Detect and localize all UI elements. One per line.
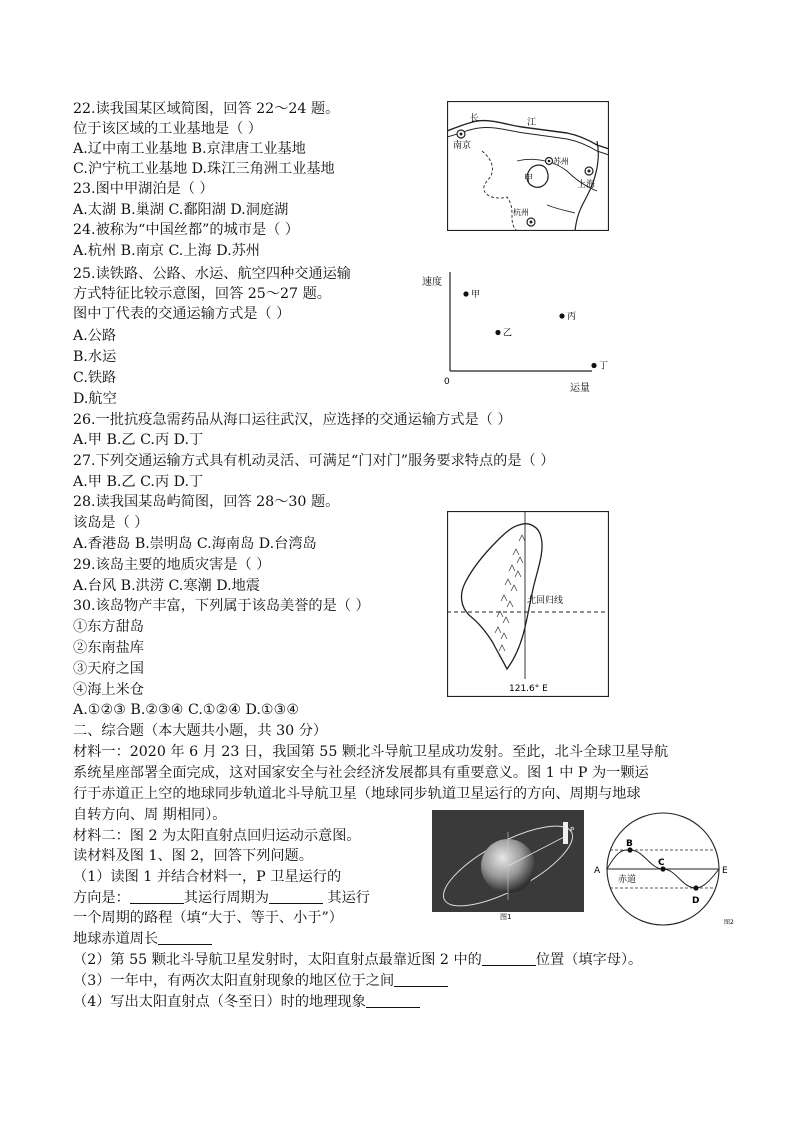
q23-stem: 23.图中甲湖泊是（ ）: [73, 181, 214, 197]
q3-text: （3）一年中，有两次太阳直射现象的地区位于之间: [73, 973, 395, 989]
label-c: C: [658, 858, 665, 868]
q24-options: A.杭州 B.南京 C.上海 D.苏州: [73, 243, 260, 259]
q2-line: [73, 950, 642, 970]
label-suzhou: 苏州: [553, 157, 569, 166]
q22-stem: 22.读我国某区域简图，回答 22～24 题。: [73, 101, 340, 117]
label-nanjing: 南京: [453, 141, 472, 151]
label-b: B: [626, 839, 633, 849]
chart-point-label-0: 甲: [471, 290, 481, 300]
material-1-line-3: 行于赤道正上空的地球同步轨道北斗导航卫星（地球同步轨道卫星运行的方向、周期与地球: [73, 786, 641, 802]
q23-options: A.太湖 B.巢湖 C.鄱阳湖 D.洞庭湖: [73, 202, 289, 218]
x-axis-label: 运量: [570, 383, 590, 394]
q25-option-d: D.航空: [73, 391, 117, 407]
chart-point-1: [495, 330, 500, 335]
satellite-p: [563, 822, 568, 844]
q25-option-b: B.水运: [73, 349, 117, 365]
q2-text-end: 位置（填字母）。: [535, 952, 643, 968]
q26-options: A.甲 B.乙 C.丙 D.丁: [73, 432, 204, 448]
q28-question: 该岛是（ ）: [73, 515, 149, 531]
q29-stem: 29.该岛主要的地质灾害是（ ）: [73, 557, 271, 573]
q1-compare-text: 地球赤道周长: [73, 931, 159, 947]
y-axis-label: 速度: [422, 277, 442, 288]
label-shanghai: 上海: [577, 180, 596, 190]
q3-line: [73, 971, 448, 991]
q2-blank[interactable]: [482, 951, 536, 966]
material-2: 材料二：图 2 为太阳直射点回归运动示意图。: [73, 828, 361, 844]
material-1-line-2: 系统星座部署全面完成，这对国家安全与社会经济发展都具有重要意义。图 1 中 P 为一颗运: [73, 765, 649, 781]
satellite-label: P: [570, 826, 575, 834]
region-map: [447, 101, 609, 231]
q25-stem-2: 方式特征比较示意图，回答 25～27 题。: [73, 286, 331, 302]
figure-1: [432, 810, 584, 920]
figure-1-label: 图1: [500, 913, 512, 920]
q1-period-text: 其运行周期为: [183, 890, 269, 906]
figure-2-label: 图2: [724, 919, 734, 926]
equator-label: 赤道: [618, 875, 637, 885]
q27-stem: 27.下列交通运输方式具有机动灵活、可满足“门对门”服务要求特点的是（ ）: [73, 453, 555, 469]
chart-point-0: [463, 291, 468, 296]
chart-point-label-1: 乙: [503, 328, 513, 339]
label-e: E: [722, 866, 728, 876]
q30-item-4: ④海上米仓: [73, 682, 144, 698]
q3-blank[interactable]: [394, 972, 448, 987]
material-1-line-4: 自转方向、周 期相同）。: [73, 807, 227, 823]
transport-chart: [420, 268, 610, 394]
q1-compare-blank[interactable]: [158, 930, 212, 945]
q28-options: A.香港岛 B.崇明岛 C.海南岛 D.台湾岛: [73, 536, 317, 552]
q25-option-a: A.公路: [73, 328, 117, 344]
q22-options-ab: A.辽中南工业基地 B.京津唐工业基地: [73, 141, 306, 157]
origin-label: 0: [444, 377, 450, 387]
q30-options: A.①②③ B.②③④ C.①②④ D.①③④: [73, 702, 300, 718]
q22-question: 位于该区域的工业基地是（ ）: [73, 121, 262, 137]
q25-option-c: C.铁路: [73, 370, 117, 386]
label-a: A: [594, 866, 601, 876]
q1-line-2: [73, 888, 370, 908]
q1-line-4: [73, 929, 212, 949]
meridian-label: 121.6° E: [509, 684, 548, 694]
chart-point-3: [591, 363, 596, 368]
q30-item-1: ①东方甜岛: [73, 619, 144, 635]
q1-direction-text: 方向是：: [73, 890, 130, 906]
q30-item-2: ②东南盐库: [73, 640, 144, 656]
label-jiang: 江: [527, 118, 537, 128]
q28-stem: 28.读我国某岛屿简图，回答 28～30 题。: [73, 494, 340, 510]
q30-stem: 30.该岛物产丰富，下列属于该岛美誉的是（ ）: [73, 598, 370, 614]
island-map: [447, 511, 609, 697]
q4-line: [73, 992, 420, 1012]
q2-text: （2）第 55 颗北斗导航卫星发射时，太阳直射点最靠近图 2 中的: [73, 952, 482, 968]
q22-options-cd: C.沪宁杭工业基地 D.珠江三角洲工业基地: [73, 161, 335, 177]
label-jia: 甲: [524, 174, 534, 184]
chart-point-2: [559, 313, 564, 318]
q1-period-blank[interactable]: [269, 889, 323, 904]
figure-2: [588, 808, 738, 926]
q4-text: （4）写出太阳直射点（冬至日）时的地理现象: [73, 994, 366, 1010]
q30-item-3: ③天府之国: [73, 661, 144, 677]
label-d: D: [692, 896, 700, 906]
material-1-line-1: 材料一：2020 年 6 月 23 日，我国第 55 颗北斗导航卫星成功发射。至此，北斗全球卫星导航: [73, 744, 669, 760]
chart-point-label-2: 丙: [567, 312, 577, 322]
q25-stem-1: 25.读铁路、公路、水运、航空四种交通运输: [73, 266, 351, 282]
q1-direction-blank[interactable]: [130, 889, 184, 904]
q26-stem: 26.一批抗疫急需药品从海口运往武汉，应选择的交通运输方式是（ ）: [73, 412, 512, 428]
q25-question: 图中丁代表的交通运输方式是（ ）: [73, 306, 291, 322]
q1-line-3: 一个周期的路程（填“大于、等于、小于”）: [73, 910, 343, 926]
chart-point-label-3: 丁: [599, 361, 609, 372]
q27-options: A.甲 B.乙 C.丙 D.丁: [73, 474, 204, 490]
q4-blank[interactable]: [366, 993, 420, 1008]
q1-line-1: （1）读图 1 并结合材料一，P 卫星运行的: [73, 869, 342, 885]
label-chang: 长: [470, 114, 480, 124]
q1-path-text: 其运行: [327, 890, 370, 906]
label-hangzhou: 杭州: [513, 208, 529, 217]
q24-stem: 24.被称为“中国丝都”的城市是（ ）: [73, 222, 300, 238]
tropic-label: 北回归线: [527, 596, 564, 606]
q29-options: A.台风 B.洪涝 C.寒潮 D.地震: [73, 578, 260, 594]
instructions: 读材料及图 1、图 2，回答下列问题。: [73, 848, 313, 864]
section-2-title: 二、综合题（本大题共小题，共 30 分）: [73, 723, 328, 739]
